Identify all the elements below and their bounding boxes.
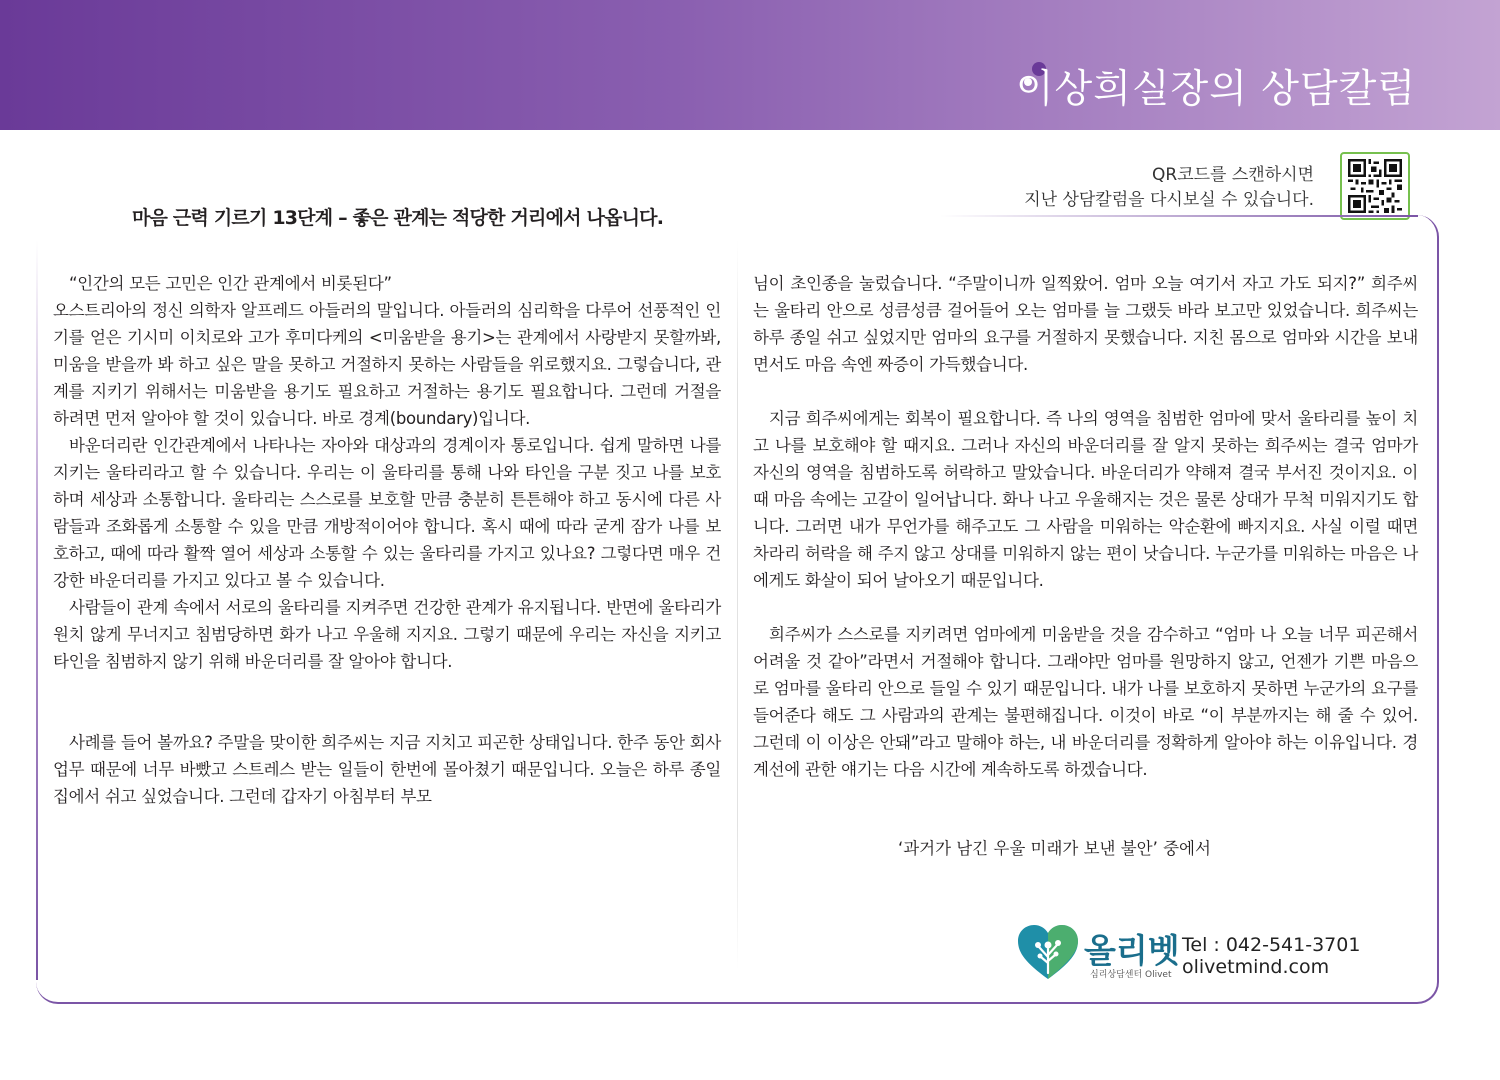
logo-name: 올리벳 — [1084, 931, 1180, 970]
paragraph: 희주씨가 스스로를 지키려면 엄마에게 미움받을 것을 감수하고 “엄마 나 오늘 너무 피곤해서 어려울 것 같아”라면서 거절해야 합니다. 그래야만 엄마를 원망하지 않고, 언젠가 기쁜 마음으로 엄마를 울타리 안으로 들일 수 있기 때문입니다. 내가 나를 보호하지 못하면 누군가의 요구를 들어준다 해도 그 사람과의 관계는 불편해집니다. 이것이 바로 “이 부분까지는 해 줄 수 있어. 그런데 이 이상은 안돼”라고 말해야 하는, 내 바운더리를 정확하게 알아야 하는 이유입니다. 경계선에 관한 얘기는 다음 시간에 계속하도록 하겠습니다. — [753, 625, 1418, 779]
qr-code-icon[interactable] — [1340, 152, 1410, 220]
left-column — [53, 270, 721, 810]
paragraph: 사례를 들어 볼까요? 주말을 맞이한 희주씨는 지금 지치고 피곤한 상태입니다. 한주 동안 회사 업무 때문에 너무 바빴고 스트레스 받는 일들이 한번에 몰아쳤기 때문입니다. 오늘은 하루 종일 집에서 쉬고 싶었습니다. 그런데 갑자기 아침부터 부모 — [53, 733, 721, 806]
qr-caption-line2: 지난 상담칼럼을 다시보실 수 있습니다. — [1024, 190, 1314, 210]
source-citation: ‘과거가 남긴 우울 미래가 보낸 불안’ 중에서 — [898, 839, 1211, 858]
paragraph: 님이 초인종을 눌렀습니다. “주말이니까 일찍왔어. 엄마 오늘 여기서 자고 가도 되지?” 희주씨는 울타리 안으로 성큼성큼 걸어들어 오는 엄마를 늘 그랬듯 바라 보고만 있었습니다. 희주씨는 하루 종일 쉬고 싶었지만 엄마의 요구를 거절하지 못했습니다. 지친 몸으로 엄마와 시간을 보내면서도 마음 속엔 짜증이 가득했습니다. — [753, 274, 1418, 374]
contact-website-link[interactable]: olivetmind.com — [1182, 956, 1330, 978]
opening-quote: “인간의 모든 고민은 인간 관계에서 비롯된다” — [69, 274, 392, 293]
paragraph: 사람들이 관계 속에서 서로의 울타리를 지켜주면 건강한 관계가 유지됩니다. 반면에 울타리가 원치 않게 무너지고 침범당하면 화가 나고 우울해 지지요. 그렇기 때문에 우리는 자신을 지키고 타인을 침범하지 않기 위해 바운더리를 잘 알아야 합니다. — [53, 598, 721, 671]
article-subtitle: 마음 근력 기르기 13단계 – 좋은 관계는 적당한 거리에서 나옵니다. — [132, 207, 664, 229]
logo-subtitle: 심리상담센터 Olivet — [1090, 970, 1172, 980]
paragraph: 지금 희주씨에게는 회복이 필요합니다. 즉 나의 영역을 침범한 엄마에 맞서 울타리를 높이 치고 나를 보호해야 할 때지요. 그러나 자신의 바운더리를 잘 알지 못하는 희주씨는 결국 엄마가 자신의 영역을 침범하도록 허락하고 말았습니다. 바운더리가 약해져 결국 부서진 것이지요. 이 때 마음 속에는 고갈이 일어납니다. 화나 나고 우울해지는 것은 물론 상대가 무척 미워지기도 합니다. 그러면 내가 무언가를 해주고도 그 사람을 미워하는 악순환에 빠지지요. 사실 이럴 때면 차라리 허락을 해 주지 않고 상대를 미워하지 않는 편이 낫습니다. 누군가를 미워하는 마음은 나에게도 화살이 되어 날아오기 때문입니다. — [753, 409, 1418, 590]
page-title: 이상희실장의 상담칼럼 — [1015, 67, 1416, 112]
olivet-heart-tree-logo-icon[interactable] — [1018, 925, 1078, 981]
qr-caption-line1: QR코드를 스캔하시면 — [1152, 165, 1314, 185]
paragraph: 오스트리아의 정신 의학자 알프레드 아들러의 말입니다. 아들러의 심리학을 다루어 선풍적인 인기를 얻은 기시미 이치로와 고가 후미다케의 <미움받을 용기>는 관계에서 사랑받지 못할까봐, 미움을 받을까 봐 하고 싶은 말을 못하고 거절하지 못하는 사람들을 위로했지요. 그렇습니다, 관계를 지키기 위해서는 미움받을 용기도 필요하고 거절하는 용기도 필요합니다. 그런데 거절을 하려면 먼저 알아야 할 것이 있습니다. 바로 경계(boundary)입니다. — [53, 301, 721, 428]
qr-caption — [1024, 163, 1314, 213]
frame-left-border — [36, 240, 38, 980]
frame-top-border — [940, 215, 1418, 217]
paragraph: 바운더리란 인간관계에서 나타나는 자아와 대상과의 경계이자 통로입니다. 쉽게 말하면 나를 지키는 울타리라고 할 수 있습니다. 우리는 이 울타리를 통해 나와 타인을 구분 짓고 나를 보호하며 세상과 소통합니다. 울타리는 스스로를 보호할 만큼 충분히 튼튼해야 하고 동시에 다른 사람들과 조화롭게 소통할 수 있을 만큼 개방적이어야 합니다. 혹시 때에 따라 굳게 잠가 나를 보호하고, 때에 따라 활짝 열어 세상과 소통할 수 있는 울타리를 가지고 있나요? 그렇다면 매우 건강한 바운더리를 가지고 있다고 볼 수 있습니다. — [53, 436, 721, 590]
contact-phone: Tel : 042-541-3701 — [1182, 934, 1361, 956]
column-divider — [737, 240, 738, 970]
right-column — [753, 270, 1418, 783]
header-banner — [0, 0, 1500, 130]
